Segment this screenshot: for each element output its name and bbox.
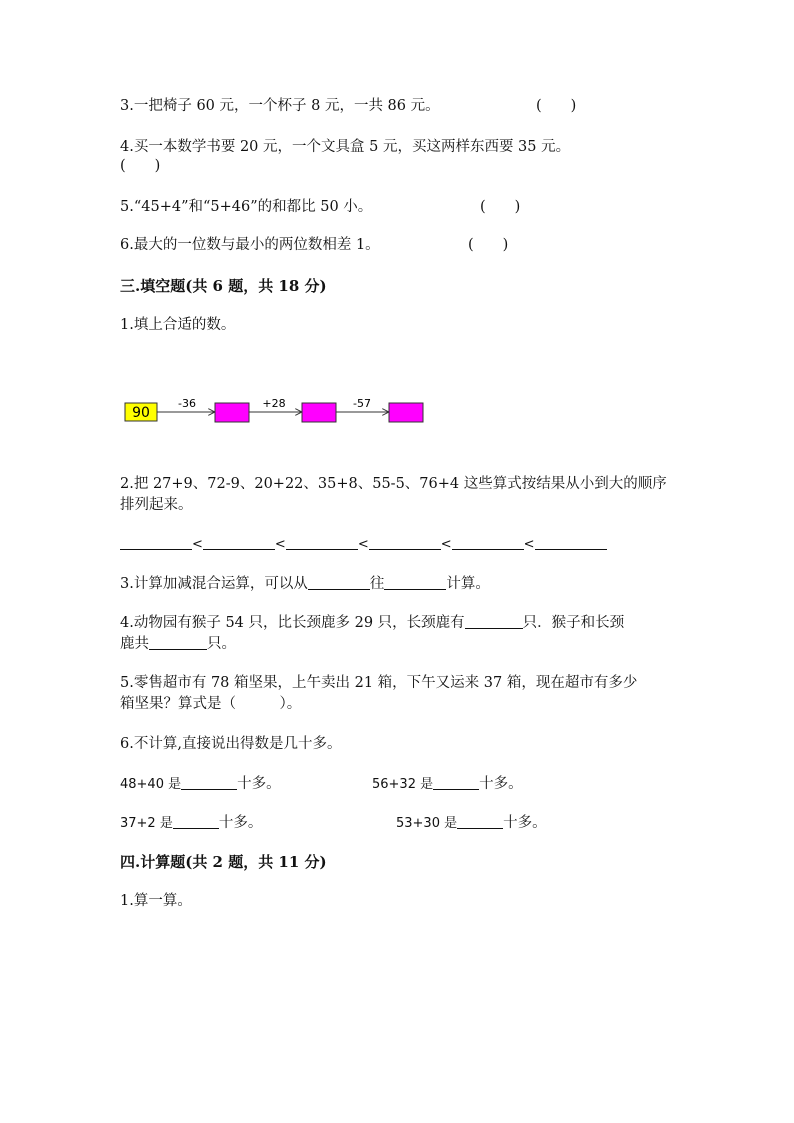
answer-blank[interactable] xyxy=(149,634,207,650)
answer-blank[interactable] xyxy=(120,534,192,550)
start-number: 90 xyxy=(132,405,150,421)
judge-question-6: 6.最大的一位数与最小的两位数相差 1。 xyxy=(120,237,380,253)
ordering-blanks xyxy=(120,534,607,555)
fill-question-2-line2: 排列起来。 xyxy=(120,497,193,513)
answer-blank[interactable] xyxy=(181,774,237,790)
question-text: 只．猴子和长颈 xyxy=(522,615,625,631)
answer-blank[interactable] xyxy=(369,534,441,550)
answer-blank[interactable] xyxy=(286,534,358,550)
estimate-item xyxy=(120,774,281,795)
less-than-sign: < xyxy=(523,537,535,552)
judge-question-3 xyxy=(120,96,440,116)
estimate-item xyxy=(372,774,523,795)
less-than-sign: < xyxy=(274,537,286,552)
answer-blank[interactable] xyxy=(465,613,523,629)
answer-blank[interactable] xyxy=(457,813,503,829)
question-text: 3.计算加减混合运算，可以从 xyxy=(120,576,308,592)
question-text: 十多。 xyxy=(237,776,281,792)
answer-blank[interactable] xyxy=(535,534,607,550)
expression: 56+32 是 xyxy=(372,777,434,792)
answer-blank[interactable] xyxy=(433,774,479,790)
answer-blank[interactable] xyxy=(452,534,524,550)
question-text: 十多。 xyxy=(479,776,523,792)
answer-blank[interactable] xyxy=(203,534,275,550)
answer-paren[interactable]: ( ) xyxy=(120,158,161,174)
answer-paren[interactable]: ( ) xyxy=(536,98,577,114)
expression: 37+2 是 xyxy=(120,816,173,831)
question-text: 往 xyxy=(369,576,385,592)
question-text: 4.动物园有猴子 54 只，比长颈鹿多 29 只，长颈鹿有 xyxy=(120,615,465,631)
answer-box[interactable] xyxy=(302,403,336,422)
question-text: 只。 xyxy=(207,636,236,652)
answer-blank[interactable] xyxy=(384,574,446,590)
answer-box[interactable] xyxy=(215,403,249,422)
judge-question-4: 4.买一本数学书要 20 元，一个文具盒 5 元，买这两样东西要 35 元。 xyxy=(120,139,571,155)
question-text: 计算。 xyxy=(446,576,490,592)
operation-label: +28 xyxy=(262,397,286,410)
question-text: 3.一把椅子 60 元，一个杯子 8 元，一共 86 元。 xyxy=(120,98,440,114)
expression: 53+30 是 xyxy=(396,816,458,831)
fill-question-4-line1 xyxy=(120,613,624,633)
fill-question-1: 1.填上合适的数。 xyxy=(120,317,236,333)
calc-question-1: 1.算一算。 xyxy=(120,893,192,909)
answer-paren[interactable]: ( ) xyxy=(480,199,521,215)
less-than-sign: < xyxy=(357,537,369,552)
estimate-item xyxy=(120,813,262,834)
fill-question-5-line1: 5.零售超市有 78 箱坚果，上午卖出 21 箱，下午又运来 37 箱，现在超市有多少 xyxy=(120,675,638,691)
question-text: 十多。 xyxy=(218,815,263,831)
section-title-calculation: 四.计算题(共 2 题，共 11 分) xyxy=(120,853,327,871)
operation-label: -57 xyxy=(353,397,371,410)
fill-question-5-line2: 箱坚果？算式是（ ）。 xyxy=(120,696,302,712)
fill-question-3 xyxy=(120,574,490,594)
question-text: 鹿共 xyxy=(120,636,149,652)
fill-question-6: 6.不计算,直接说出得数是几十多。 xyxy=(120,736,342,752)
number-flow-diagram xyxy=(120,392,430,428)
estimate-item xyxy=(396,813,547,834)
less-than-sign: < xyxy=(440,537,452,552)
answer-blank[interactable] xyxy=(308,574,370,590)
operation-label: -36 xyxy=(178,397,196,410)
fill-question-4-line2 xyxy=(120,634,236,654)
answer-blank[interactable] xyxy=(173,813,219,829)
expression: 48+40 是 xyxy=(120,777,182,792)
fill-question-2-line1: 2.把 27+9、72-9、20+22、35+8、55-5、76+4 这些算式按结果从小到大的顺序 xyxy=(120,476,667,492)
less-than-sign: < xyxy=(192,537,203,552)
answer-box[interactable] xyxy=(389,403,423,422)
judge-question-5: 5.“45+4”和“5+46”的和都比 50 小。 xyxy=(120,199,373,215)
section-title-fill-blank: 三.填空题(共 6 题，共 18 分) xyxy=(120,277,327,295)
answer-paren[interactable]: ( ) xyxy=(468,237,509,253)
question-text: 十多。 xyxy=(503,815,547,831)
